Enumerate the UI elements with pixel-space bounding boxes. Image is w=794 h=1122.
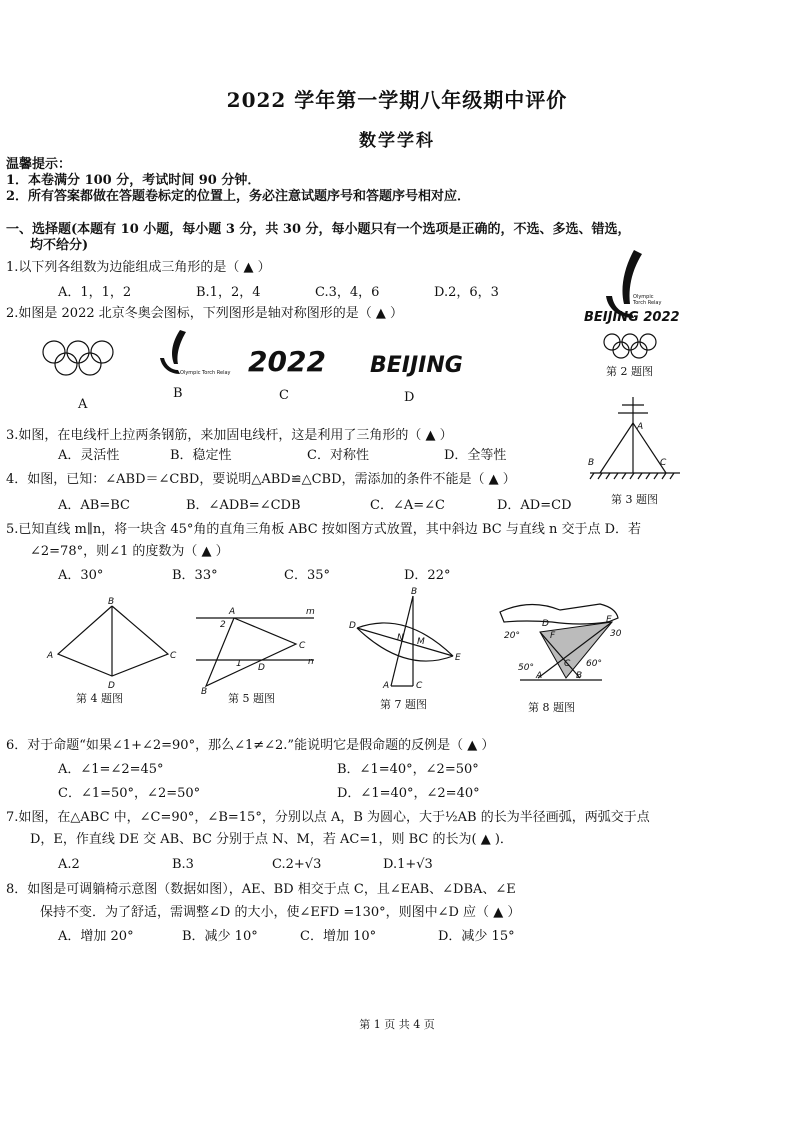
q2-option-d-label: D	[404, 390, 415, 405]
logo-2022-text: 2022	[248, 345, 326, 378]
svg-text:2: 2	[220, 620, 226, 630]
svg-text:50°: 50°	[518, 663, 534, 673]
svg-text:C: C	[299, 641, 306, 651]
note-item: 1．本卷满分 100 分，考试时间 90 分钟．	[6, 173, 261, 188]
q4-option-c: C．∠A=∠C	[370, 498, 445, 513]
svg-text:A: A	[229, 607, 236, 617]
svg-text:m: m	[306, 607, 315, 617]
q3-option-a: A．灵活性	[58, 448, 120, 463]
olympic-rings-figure	[40, 338, 140, 388]
svg-text:N: N	[397, 633, 404, 643]
svg-text:C: C	[170, 651, 177, 661]
subject-title: 数学学科	[359, 131, 435, 151]
fig3-caption: 第 3 题图	[611, 493, 658, 506]
fig5-parallel-lines	[196, 604, 326, 697]
q3-option-c: C．对称性	[307, 448, 369, 463]
svg-text:D: D	[108, 681, 115, 691]
fig8-recliner	[490, 592, 635, 688]
fig2-torch-text: Olympic Torch Relay	[633, 294, 662, 306]
q5-stem: 5.已知直线 m∥n，将一块含 45°角的直角三角板 ABC 按如图方式放置，其中斜边 BC 与直线 n 交于点 D．若	[6, 522, 642, 537]
q6-option-a: A．∠1=∠2=45°	[58, 762, 164, 777]
logo-2022-figure	[246, 345, 336, 377]
q5-option-c: C．35°	[284, 568, 330, 583]
logo-beijing-figure	[368, 350, 468, 380]
q8-option-a: A．增加 20°	[58, 929, 134, 944]
note-item: 2．所有答案都做在答题卷标定的位置上，务必注意试题序号和答题序号相对应．	[6, 189, 471, 204]
svg-text:D: D	[542, 619, 549, 629]
q2-option-c-label: C	[279, 388, 289, 403]
q7-stem-cont: D，E，作直线 DE 交 AB、BC 分别于点 N、M，若 AC=1，则 BC 的长为( ▲ )．	[30, 832, 513, 847]
fig3-label-c: C	[660, 458, 667, 468]
q5-stem-cont: ∠2=78°，则∠1 的度数为（ ▲ ）	[30, 544, 229, 559]
q8-option-c: C．增加 10°	[300, 929, 377, 944]
exam-title: 2022 学年第一学期八年级期中评价	[226, 88, 568, 112]
q5-option-b: B．33°	[172, 568, 218, 583]
q4-option-d: D．AD=CD	[497, 498, 572, 513]
q1-option-b: B.1，2，4	[196, 285, 261, 300]
q4-option-b: B．∠ADB=∠CDB	[186, 498, 301, 513]
fig3-label-a: A	[637, 422, 644, 432]
q2-stem: 2.如图是 2022 北京冬奥会图标，下列图形是轴对称图形的是（ ▲ ）	[6, 306, 404, 321]
fig4-kite	[44, 596, 189, 691]
q2-option-a-label: A	[78, 397, 88, 412]
fig2-logo-text: BEIJING 2022	[584, 310, 680, 325]
q5-option-a: A．30°	[58, 568, 104, 583]
svg-text:20°: 20°	[504, 631, 520, 641]
fig3-label-b: B	[588, 458, 595, 468]
q5-option-d: D．22°	[404, 568, 451, 583]
svg-text:A: A	[383, 681, 390, 691]
q6-option-b: B．∠1=40°，∠2=50°	[337, 762, 479, 777]
q3-option-d: D．全等性	[444, 448, 507, 463]
svg-text:n: n	[308, 657, 314, 667]
svg-text:C: C	[416, 681, 423, 691]
svg-text:60°: 60°	[586, 659, 602, 669]
q7-option-b: B.3	[172, 857, 194, 872]
svg-text:B: B	[411, 587, 418, 597]
fig8-caption: 第 8 题图	[528, 701, 575, 714]
svg-text:A: A	[536, 671, 543, 681]
fig4-caption: 第 4 题图	[76, 692, 123, 705]
svg-text:D: D	[349, 621, 356, 631]
svg-text:D: D	[258, 663, 265, 673]
fig7-caption: 第 7 题图	[380, 698, 427, 711]
fig5-caption: 第 5 题图	[228, 692, 275, 705]
svg-text:M: M	[417, 637, 425, 647]
q1-option-d: D.2，6，3	[434, 285, 499, 300]
logo-beijing-text: BEIJING	[370, 353, 463, 378]
q8-stem-cont: 保持不变．为了舒适，需调整∠D 的大小，使∠EFD =130°，则图中∠D 应（ ▲ ）	[40, 905, 521, 920]
svg-text:E: E	[606, 615, 612, 625]
q8-option-d: D．减少 15°	[438, 929, 515, 944]
fig7-construction	[345, 588, 470, 693]
q8-option-b: B．减少 10°	[182, 929, 258, 944]
q1-option-c: C.3，4，6	[315, 285, 380, 300]
q7-option-a: A.2	[58, 857, 80, 872]
q2-option-b-label: B	[173, 386, 183, 401]
fig2-caption: 第 2 题图	[606, 365, 653, 378]
svg-text:A: A	[47, 651, 54, 661]
page-footer: 第 1 页 共 4 页	[359, 1018, 435, 1031]
section-heading: 一、选择题(本题有 10 小题，每小题 3 分，共 30 分，每小题只有一个选项是正确的，不选、多选、错选，	[6, 222, 631, 237]
svg-text:B: B	[108, 597, 115, 607]
q7-stem: 7.如图，在△ABC 中，∠C=90°，∠B=15°，分别以点 A，B 为圆心，大于½AB 的长为半径画弧，两弧交于点	[6, 810, 650, 825]
torch-relay-text: Olympic Torch Relay	[180, 370, 231, 376]
q4-stem: 4．如图，已知：∠ABD＝∠CBD，要说明△ABD≌△CBD，需添加的条件不能是（ ▲ ）	[6, 472, 516, 487]
q1-stem: 1.以下列各组数为边能组成三角形的是（ ▲ ）	[6, 260, 271, 275]
svg-text:F: F	[550, 631, 556, 641]
q6-stem: 6．对于命题“如果∠1+∠2=90°，那么∠1≠∠2.”能说明它是假命题的反例是（ ▲ ）	[6, 738, 495, 753]
q6-option-c: C．∠1=50°，∠2=50°	[58, 786, 201, 801]
q7-option-d: D.1+√3	[383, 857, 433, 872]
svg-text:C: C	[564, 659, 571, 669]
q4-option-a: A．AB=BC	[58, 498, 130, 513]
svg-text:E: E	[455, 653, 461, 663]
svg-text:B: B	[576, 671, 583, 681]
q6-option-d: D．∠1=40°，∠2=40°	[337, 786, 480, 801]
q3-stem: 3.如图，在电线杆上拉两条钢筋，来加固电线杆，这是利用了三角形的（ ▲ ）	[6, 428, 453, 443]
section-heading-cont: 均不给分)	[30, 238, 89, 253]
svg-text:B: B	[201, 687, 208, 697]
q7-option-c: C.2+√3	[272, 857, 322, 872]
q1-option-a: A．1，1，2	[58, 285, 132, 300]
svg-text:1: 1	[236, 659, 242, 669]
fig3-utility-pole	[588, 395, 688, 485]
svg-text:30: 30	[610, 629, 622, 639]
q8-stem: 8．如图是可调躺椅示意图（数据如图），AE、BD 相交于点 C，且∠EAB、∠DBA、∠E	[6, 882, 516, 897]
q3-option-b: B．稳定性	[170, 448, 232, 463]
notes-heading: 温馨提示：	[6, 157, 72, 172]
